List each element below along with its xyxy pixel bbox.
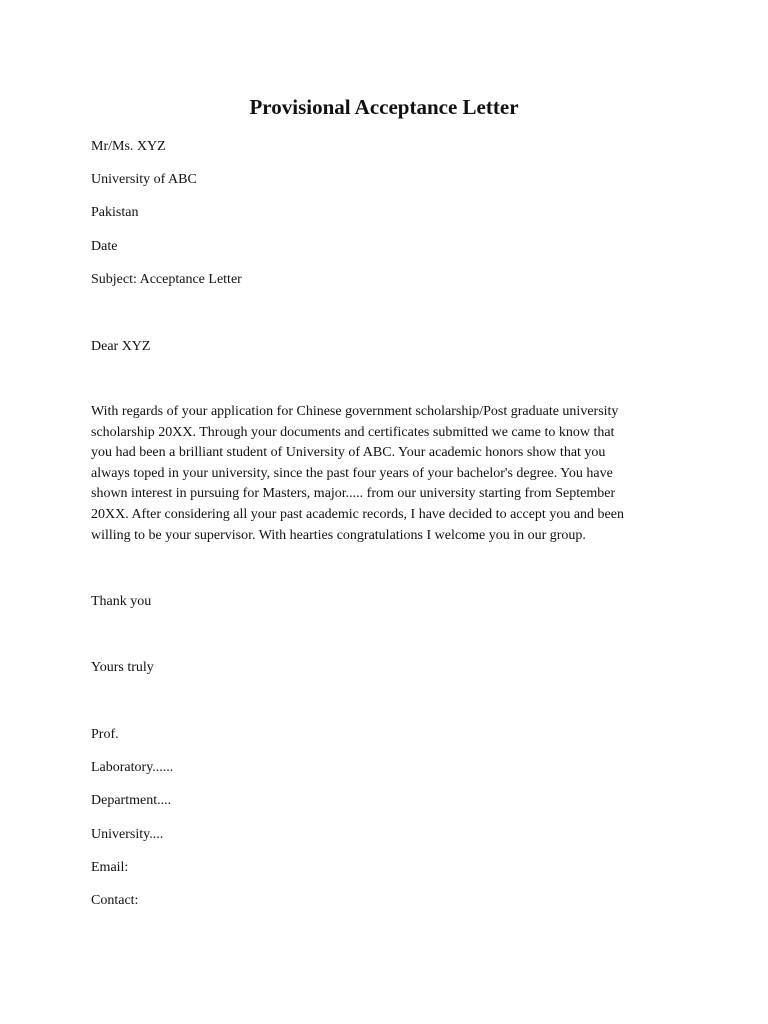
- letter-title: Provisional Acceptance Letter: [249, 95, 519, 119]
- body-line: willing to be your supervisor. With hearties congratulations I welcome you in our group.: [91, 527, 586, 543]
- signature-department: Department....: [91, 793, 172, 808]
- body-line: you had been a brilliant student of University of ABC. Your academic honors show that you: [91, 445, 606, 461]
- closing-line: Yours truly: [91, 660, 154, 675]
- body-line: scholarship 20XX. Through your documents and certificates submitted we came to know that: [91, 424, 615, 440]
- signature-contact: Contact:: [91, 893, 139, 908]
- body-line: With regards of your application for Chinese government scholarship/Post graduate university: [91, 404, 619, 419]
- body-line: shown interest in pursuing for Masters, major..... from our university starting from September: [91, 486, 616, 502]
- recipient-country: Pakistan: [91, 205, 139, 220]
- thanks-line: Thank you: [91, 594, 152, 609]
- body-paragraph: [91, 402, 681, 546]
- signature-laboratory: Laboratory......: [91, 760, 174, 775]
- signature-email: Email:: [91, 860, 129, 875]
- signature-title: Prof.: [91, 727, 119, 742]
- body-line: always toped in your university, since the past four years of your bachelor's degree. You have: [91, 465, 613, 481]
- letter-date: Date: [91, 239, 118, 254]
- signature-university: University....: [91, 827, 164, 842]
- recipient-name: Mr/Ms. XYZ: [91, 139, 166, 154]
- letter-subject: Subject: Acceptance Letter: [91, 272, 242, 287]
- recipient-institution: University of ABC: [91, 172, 197, 187]
- body-line: 20XX. After considering all your past academic records, I have decided to accept you and been: [91, 506, 624, 522]
- salutation: Dear XYZ: [91, 339, 151, 354]
